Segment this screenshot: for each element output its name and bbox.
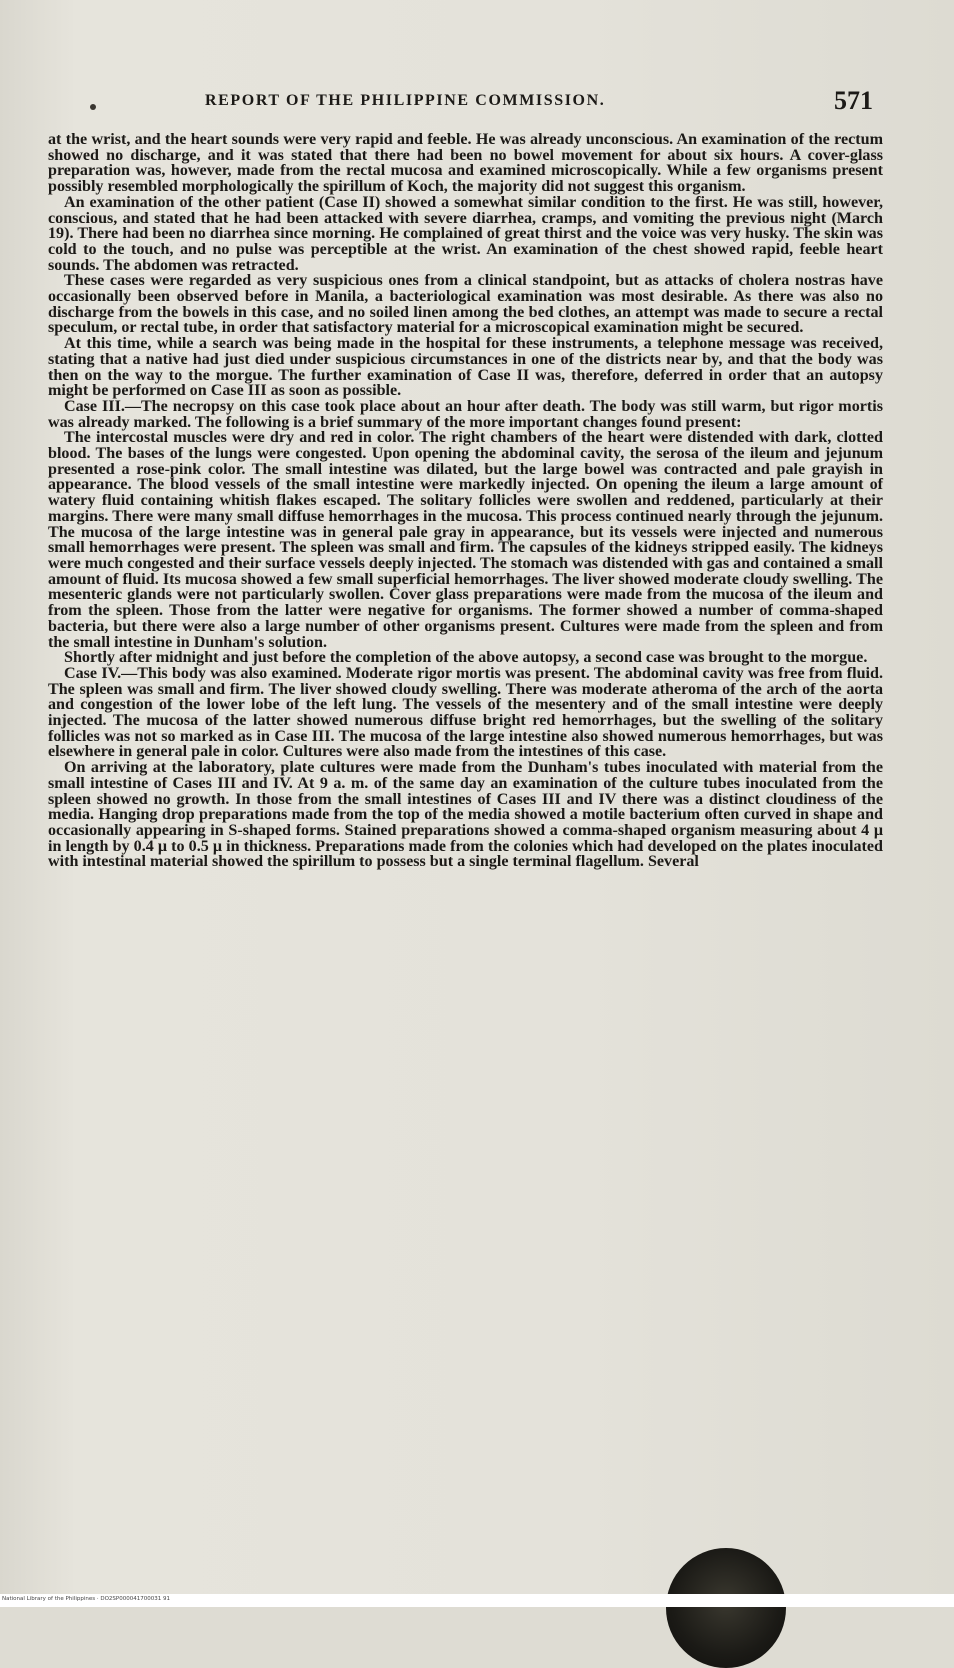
paragraph-autopsy-findings: The intercostal muscles were dry and red in color. The right chambers of the heart were distended with dark, clotted blood. The bases of the lungs were congested. Upon opening the abdominal cavity, the serosa of the ileum and jejunum presented a rose-pink color. The small intestine was dilated, but the large bowel was contracted and pale grayish in appearance. The blood vessels of the small intestine were markedly injected. On opening the ileum a large amount of watery fluid containing whitish flakes escaped. The solitary follicles were swollen and reddened, particularly at their margins. There were many small diffuse hemorrhages in the mucosa. This process continued nearly through the jejunum. The mucosa of the large intestine was in general pale gray in appearance, but its vessels were injected and numerous small hemorrhages were present. The spleen was small and firm. The capsules of the kidneys stripped easily. The kidneys were much congested and their surface vessels deeply injected. The stomach was distended with gas and contained a small amount of fluid. Its mucosa showed a few small superficial hemorrhages. The liver showed moderate cloudy swelling. The mesenteric glands were not particularly swollen. Cover glass preparations were made from the mucosa of the ileum and from the spleen. Those from the latter were negative for organisms. The former showed a number of comma-shaped bacteria, but there were also a large number of other organisms present. Cultures were made from the spleen and from the small intestine in Dunham's solution. bbox=[48, 429, 883, 651]
scanner-thumb bbox=[666, 1548, 786, 1668]
paragraph-telephone-message: At this time, while a search was being made in the hospital for these instruments, a telephone message was received, stating that a native had just died under suspicious circumstances in one of the districts near by, and that the body was then on the way to the morgue. The further examination of Case II was, therefore, deferred in order that an autopsy might be performed on Case III as soon as possible. bbox=[48, 335, 883, 400]
paragraph-second-case: Shortly after midnight and just before the completion of the above autopsy, a second case was brought to the morgue. bbox=[64, 649, 868, 667]
paragraph-laboratory: On arriving at the laboratory, plate cultures were made from the Dunham's tubes inoculated with material from the small intestine of Cases III and IV. At 9 a. m. of the same day an examination of the culture tubes inoculated from the spleen showed no growth. In those from the small intestines of Cases III and IV there was a distinct cloudiness of the media. Hanging drop preparations made from the top of the media showed a motile bacterium often curved in shape and occasionally appearing in S-shaped forms. Stained preparations showed a comma-shaped organism measuring about 4 μ in length by 0.4 μ to 0.5 μ in thickness. Preparations made from the colonies which had developed on the plates inoculated with intestinal material showed the spirillum to possess but a single terminal flagellum. Several bbox=[48, 759, 883, 871]
page-number: 571 bbox=[834, 86, 873, 115]
scan-credit: National Library of the Philippines · DO2SP000041700031 91 bbox=[2, 1596, 170, 1602]
paragraph-case-3: Case III.—The necropsy on this case took place about an hour after death. The body was still warm, but rigor mortis was already marked. The following is a brief summary of the more important changes found present: bbox=[48, 397, 883, 431]
paragraph-suspicious-cases: These cases were regarded as very suspicious ones from a clinical standpoint, but as attacks of cholera nostras have occasionally been observed before in Manila, a bacteriological examination was most desirable. As there was also no discharge from the bowels in this case, and no soiled linen among the bed clothes, an attempt was made to secure a rectal speculum, or rectal tube, in order that satisfactory material for a microscopical examination might be secured. bbox=[48, 272, 883, 337]
paragraph-case-2: An examination of the other patient (Case II) showed a somewhat similar condition to the first. He was still, however, conscious, and stated that he had been attacked with severe diarrhea, cramps, and vomiting the previous night (March 19). There had been no diarrhea since morning. He complained of great thirst and the voice was very husky. The skin was cold to the touch, and no pulse was perceptible at the wrist. An examination of the chest showed rapid, feeble heart sounds. The abdomen was retracted. bbox=[48, 193, 883, 274]
ink-mark bbox=[90, 104, 96, 110]
page-header bbox=[0, 86, 954, 120]
paragraph-case-4: Case IV.—This body was also examined. Moderate rigor mortis was present. The abdominal cavity was free from fluid. The spleen was small and firm. The liver showed cloudy swelling. There was moderate atheroma of the arch of the aorta and congestion of the lower lobe of the left lung. The vessels of the mesentery and of the small intestine were deeply injected. The mucosa of the latter showed numerous diffuse bright red hemorrhages, but the swelling of the solitary follicles was not so marked as in Case III. The mucosa of the large intestine also showed numerous hemorrhages, but was elsewhere in general pale in color. Cultures were also made from the intestines of this case. bbox=[48, 664, 883, 761]
running-head: REPORT OF THE PHILIPPINE COMMISSION. bbox=[205, 92, 606, 109]
body-text bbox=[48, 132, 883, 870]
paragraph-continuation: at the wrist, and the heart sounds were very rapid and feeble. He was already unconscious. An examination of the rectum showed no discharge, and it was stated that there had been no bowel movement for about six hours. A cover-glass preparation was, however, made from the rectal mucosa and examined microscopically. While a few organisms present possibly resembled morphologically the spirillum of Koch, the majority did not suggest this organism. bbox=[48, 131, 883, 196]
